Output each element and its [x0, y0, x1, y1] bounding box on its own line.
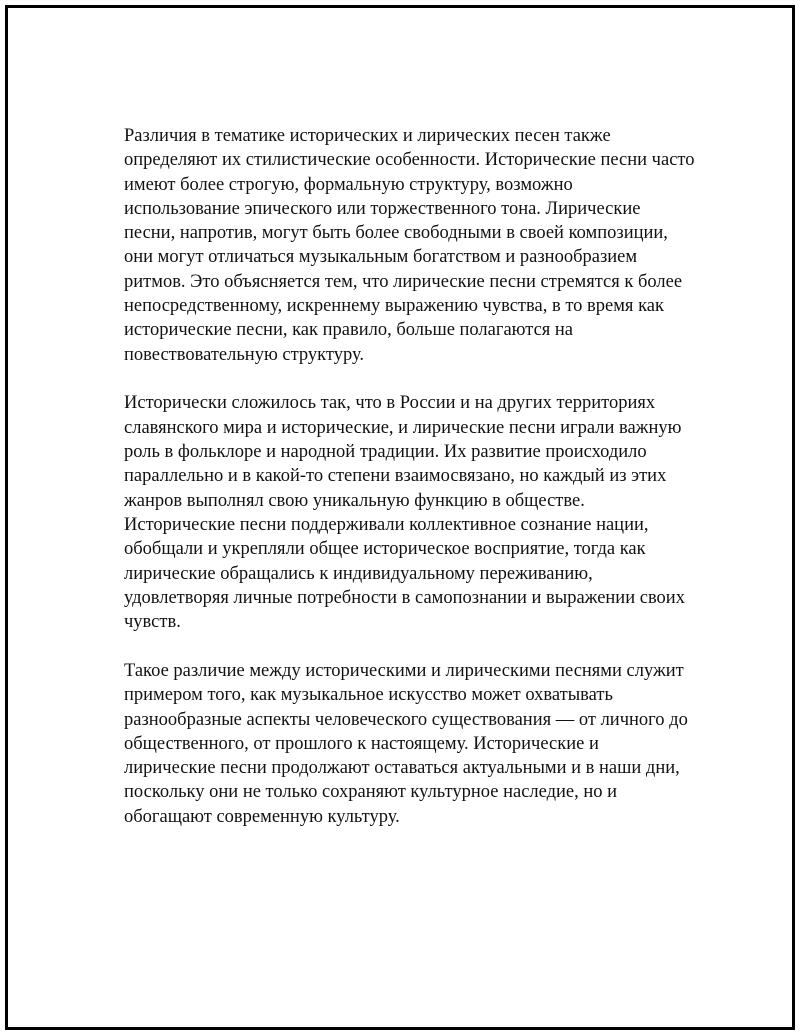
paragraph-2: [124, 391, 694, 634]
page-frame: [5, 5, 795, 1030]
text-line: Исторические песни поддерживали коллективное сознание нации,: [124, 514, 649, 535]
text-line: Такое различие между историческими и лирическими песнями служит: [124, 660, 684, 681]
document-body: [124, 124, 694, 854]
paragraph-3: [124, 659, 694, 829]
text-line: лирические песни продолжают оставаться актуальными и в наши дни,: [124, 758, 680, 779]
text-line: исторические песни, как правило, больше полагаются на: [124, 320, 574, 341]
text-line: параллельно и в какой-то степени взаимосвязано, но каждый из этих: [124, 466, 667, 487]
text-line: примером того, как музыкальное искусство может охватывать: [124, 685, 613, 706]
text-line: удовлетворяя личные потребности в самопознании и выражении своих: [124, 587, 685, 608]
text-line: роль в фольклоре и народной традиции. Их развитие происходило: [124, 442, 647, 463]
text-line: песни, напротив, могут быть более свободными в своей композиции,: [124, 223, 668, 244]
text-line: использование эпического или торжественного тона. Лирические: [124, 198, 641, 219]
text-line: общественного, от прошлого к настоящему. Исторические и: [124, 733, 599, 754]
text-line: поскольку они не только сохраняют культурное наследие, но и: [124, 782, 618, 803]
text-line: Исторически сложилось так, что в России и на других территориях: [124, 393, 656, 414]
text-line: ритмов. Это объясняется тем, что лирические песни стремятся к более: [124, 271, 683, 292]
text-line: лирические обращались к индивидуальному переживанию,: [124, 563, 593, 584]
text-line: славянского мира и исторические, и лирические песни играли важную: [124, 417, 682, 438]
text-line: чувств.: [124, 612, 181, 633]
text-line: разнообразные аспекты человеческого существования — от личного до: [124, 709, 688, 730]
text-line: жанров выполнял свою уникальную функцию в обществе.: [124, 490, 585, 511]
paragraph-1: [124, 124, 694, 367]
text-line: обогащают современную культуру.: [124, 806, 400, 827]
text-line: они могут отличаться музыкальным богатством и разнообразием: [124, 247, 638, 268]
text-line: обобщали и укрепляли общее историческое восприятие, тогда как: [124, 539, 646, 560]
text-line: Различия в тематике исторических и лирических песен также: [124, 126, 611, 146]
text-line: непосредственному, искреннему выражению чувства, в то время как: [124, 296, 664, 317]
text-line: повествовательную структуру.: [124, 344, 365, 365]
text-line: имеют более строгую, формальную структуру, возможно: [124, 174, 573, 195]
text-line: определяют их стилистические особенности. Исторические песни часто: [124, 150, 695, 171]
